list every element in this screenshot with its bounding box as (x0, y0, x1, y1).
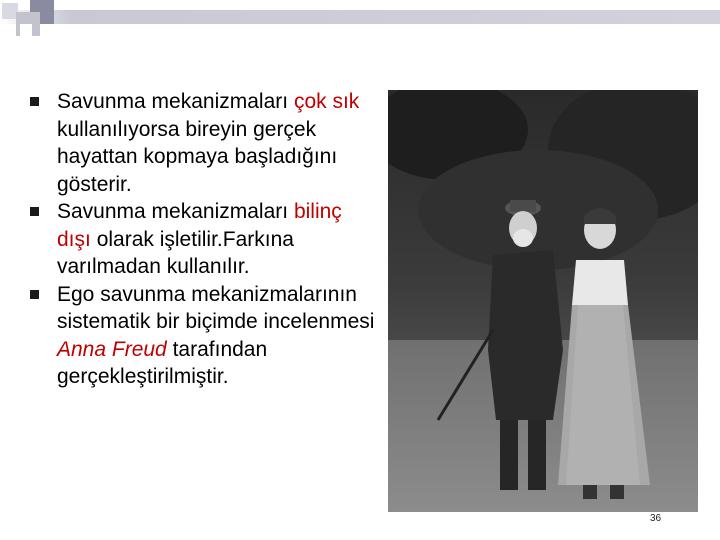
bullet-text-2a: Savunma mekanizmaları (57, 200, 294, 223)
square-bullet-icon (30, 290, 39, 299)
bullet-text-3a: Ego savunma mekanizmalarının sistematik bir biçimde incelenmesi (57, 282, 375, 333)
square-bullet-icon (30, 207, 39, 216)
bullet-text-3c: tarafından gerçekleştirilmiştir. (57, 337, 268, 388)
historical-photo (388, 90, 698, 512)
bullet-text-2c: olarak işletilir.Farkına varılmadan kullanılır. (57, 227, 294, 278)
page-number: 36 (650, 513, 662, 524)
bullet-text-2b: bilinç dışı (57, 200, 342, 251)
bullet-list (30, 88, 375, 391)
bullet-item-2 (30, 198, 375, 281)
bullet-text-3b: Anna Freud (57, 337, 167, 361)
bullet-text-1a: Savunma mekanizmaları (57, 90, 294, 113)
photo-illustration (388, 90, 698, 512)
square-bullet-icon (30, 97, 39, 106)
bullet-text-1c: kullanılıyorsa bireyin gerçek hayattan kopmaya başladığını gösterir. (57, 117, 338, 196)
top-bar (0, 10, 720, 24)
bullet-item-3 (30, 281, 375, 391)
deco-square-white (20, 24, 32, 36)
bullet-item-1 (30, 88, 375, 198)
bullet-text-1b: çok sık (293, 90, 360, 113)
